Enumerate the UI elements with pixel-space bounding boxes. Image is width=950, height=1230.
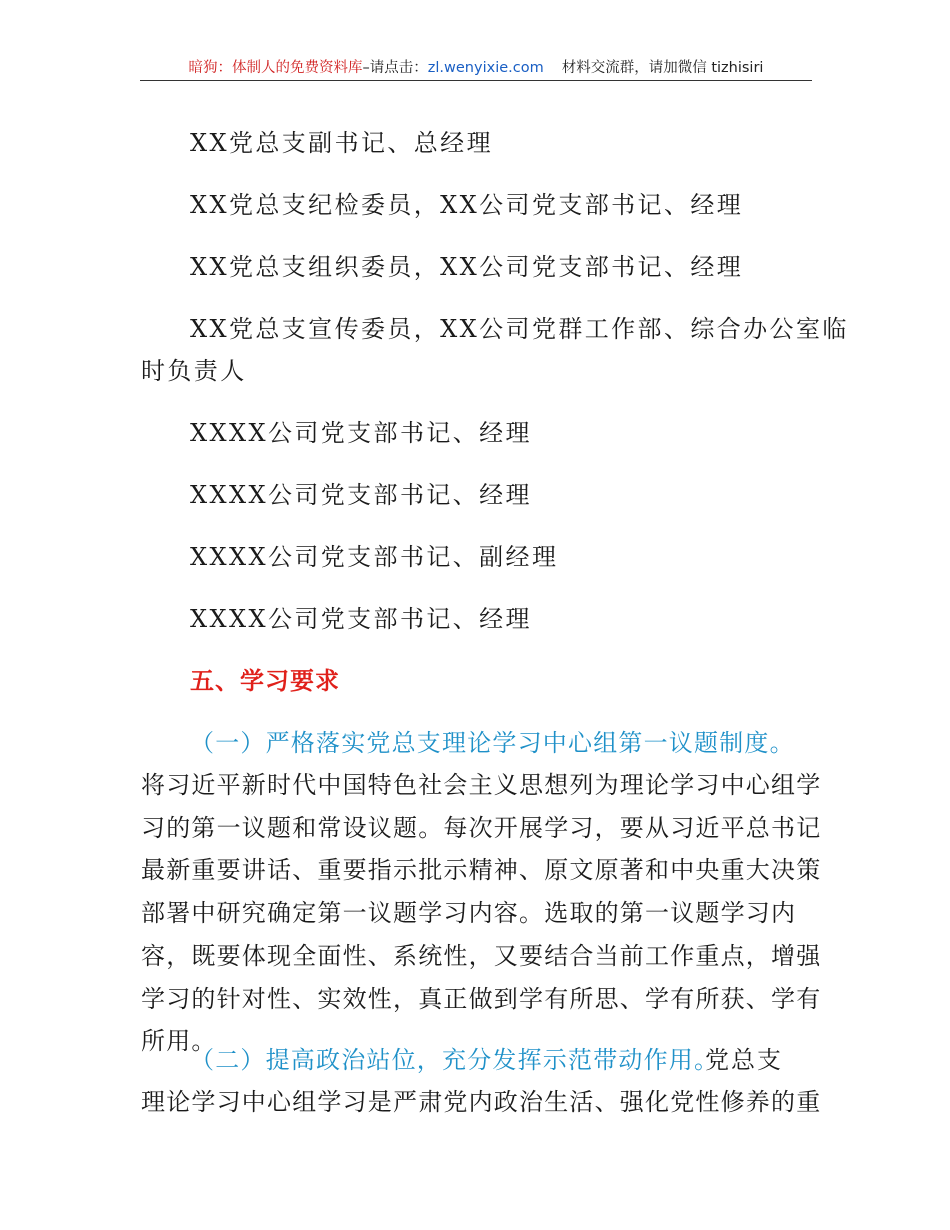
member-line-5: XXXX公司党支部书记、经理 [190, 419, 532, 447]
subsection-1-title: （一）严格落实党总支理论学习中心组第一议题制度。 [190, 729, 795, 757]
member-line-1: XX党总支副书记、总经理 [190, 129, 493, 157]
member-line-3: XX党总支组织委员，XX公司党支部书记、经理 [190, 253, 744, 281]
section-heading: 五、学习要求 [190, 667, 340, 695]
subsection-2-title: （二）提高政治站位，充分发挥示范带动作用。 [190, 1046, 720, 1074]
member-line-6: XXXX公司党支部书记、经理 [190, 481, 532, 509]
subsection-2-body-start: 党总支 [705, 1046, 783, 1074]
member-line-2: XX党总支纪检委员，XX公司党支部书记、经理 [190, 191, 744, 219]
member-line-4: XX党总支宣传委员，XX公司党群工作部、综合办公室临 [190, 315, 849, 343]
subsection-1-body: 将习近平新时代中国特色社会主义思想列为理论学习中心组学习的第一议题和常设议题。每次开展学习，要从习近平总书记最新重要讲话、重要指示批示精神、原文原著和中央重大决策部署中研究确定第一议题学习内容。选取的第一议题学习内容，既要体现全面性、系统性，又要结合当前工作重点，增强学习的针对性、实效性，真正做到学有所思、学有所获、学有所用。 [141, 771, 822, 1056]
member-line-8: XXXX公司党支部书记、经理 [190, 605, 532, 633]
subsection-2-body: 理论学习中心组学习是严肃党内政治生活、强化党性修养的重 [141, 1088, 822, 1116]
header-click-prompt: –请点击： [362, 60, 428, 76]
header-url-link[interactable]: zl.wenyixie.com [427, 60, 544, 76]
page-header [140, 58, 812, 81]
member-line-4-continued: 时负责人 [141, 357, 247, 385]
header-wechat-note: 材料交流群，请加微信 tizhisiri [561, 60, 764, 76]
member-line-7: XXXX公司党支部书记、副经理 [190, 543, 559, 571]
header-site-name: 暗狗：体制人的免费资料库 [188, 60, 363, 76]
